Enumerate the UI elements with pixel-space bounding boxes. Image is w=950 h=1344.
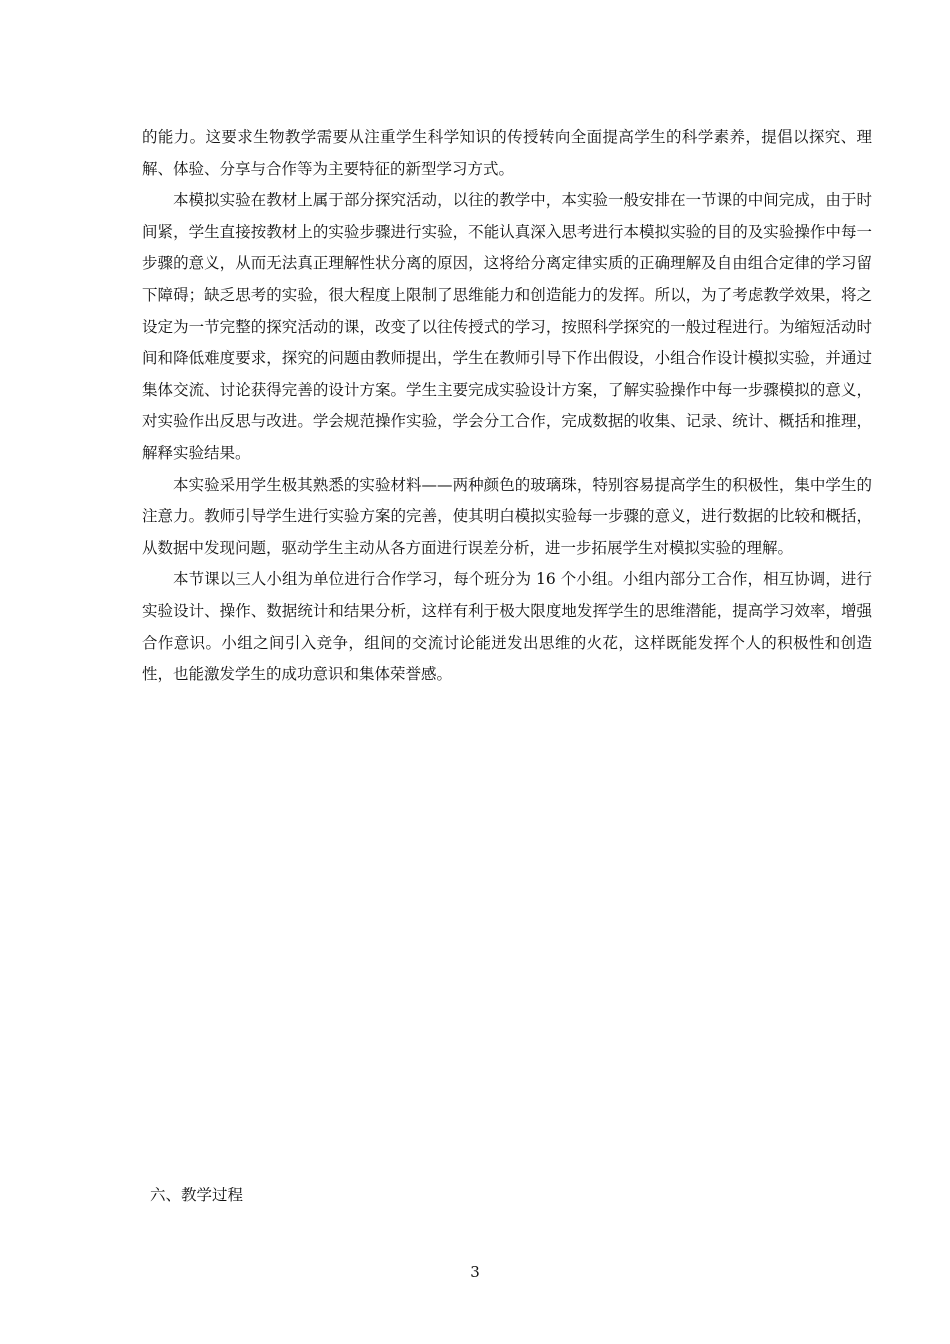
page-number: 3: [470, 1263, 480, 1281]
paragraph-continued: 的能力。这要求生物教学需要从注重学生科学知识的传授转向全面提高学生的科学素养，提倡以探究、理解、体验、分享与合作等为主要特征的新型学习方式。: [142, 128, 872, 178]
paragraph-group-cooperation: 本节课以三人小组为单位进行合作学习，每个班分为 16 个小组。小组内部分工合作，相互协调，进行实验设计、操作、数据统计和结果分析，这样有利于极大限度地发挥学生的思维潜能，提高学习效率，增强合作意识。小组之间引入竞争，组间的交流讨论能迸发出思维的火花，这样既能发挥个人的积极性和创造性，也能激发学生的成功意识和集体荣誉感。: [142, 570, 872, 684]
section-heading: 六、教学过程: [150, 1186, 244, 1204]
paragraph-experiment-materials: 本实验采用学生极其熟悉的实验材料——两种颜色的玻璃珠，特别容易提高学生的积极性，集中学生的注意力。教师引导学生进行实验方案的完善，使其明白模拟实验每一步骤的意义，进行数据的比较和概括，从数据中发现问题，驱动学生主动从各方面进行误差分析，进一步拓展学生对模拟实验的理解。: [142, 475, 872, 557]
paragraph-simulation-experiment: 本模拟实验在教材上属于部分探究活动，以往的教学中，本实验一般安排在一节课的中间完成，由于时间紧，学生直接按教材上的实验步骤进行实验，不能认真深入思考进行本模拟实验的目的及实验操作中每一步骤的意义，从而无法真正理解性状分离的原因，这将给分离定律实质的正确理解及自由组合定律的学习留下障碍；缺乏思考的实验，很大程度上限制了思维能力和创造能力的发挥。所以，为了考虑教学效果，将之设定为一节完整的探究活动的课，改变了以往传授式的学习，按照科学探究的一般过程进行。为缩短活动时间和降低难度要求，探究的问题由教师提出，学生在教师引导下作出假设，小组合作设计模拟实验，并通过集体交流、讨论获得完善的设计方案。学生主要完成实验设计方案，了解实验操作中每一步骤模拟的意义，对实验作出反思与改进。学会规范操作实验，学会分工合作，完成数据的收集、记录、统计、概括和推理，解释实验结果。: [142, 191, 872, 462]
body-text: [142, 122, 872, 691]
